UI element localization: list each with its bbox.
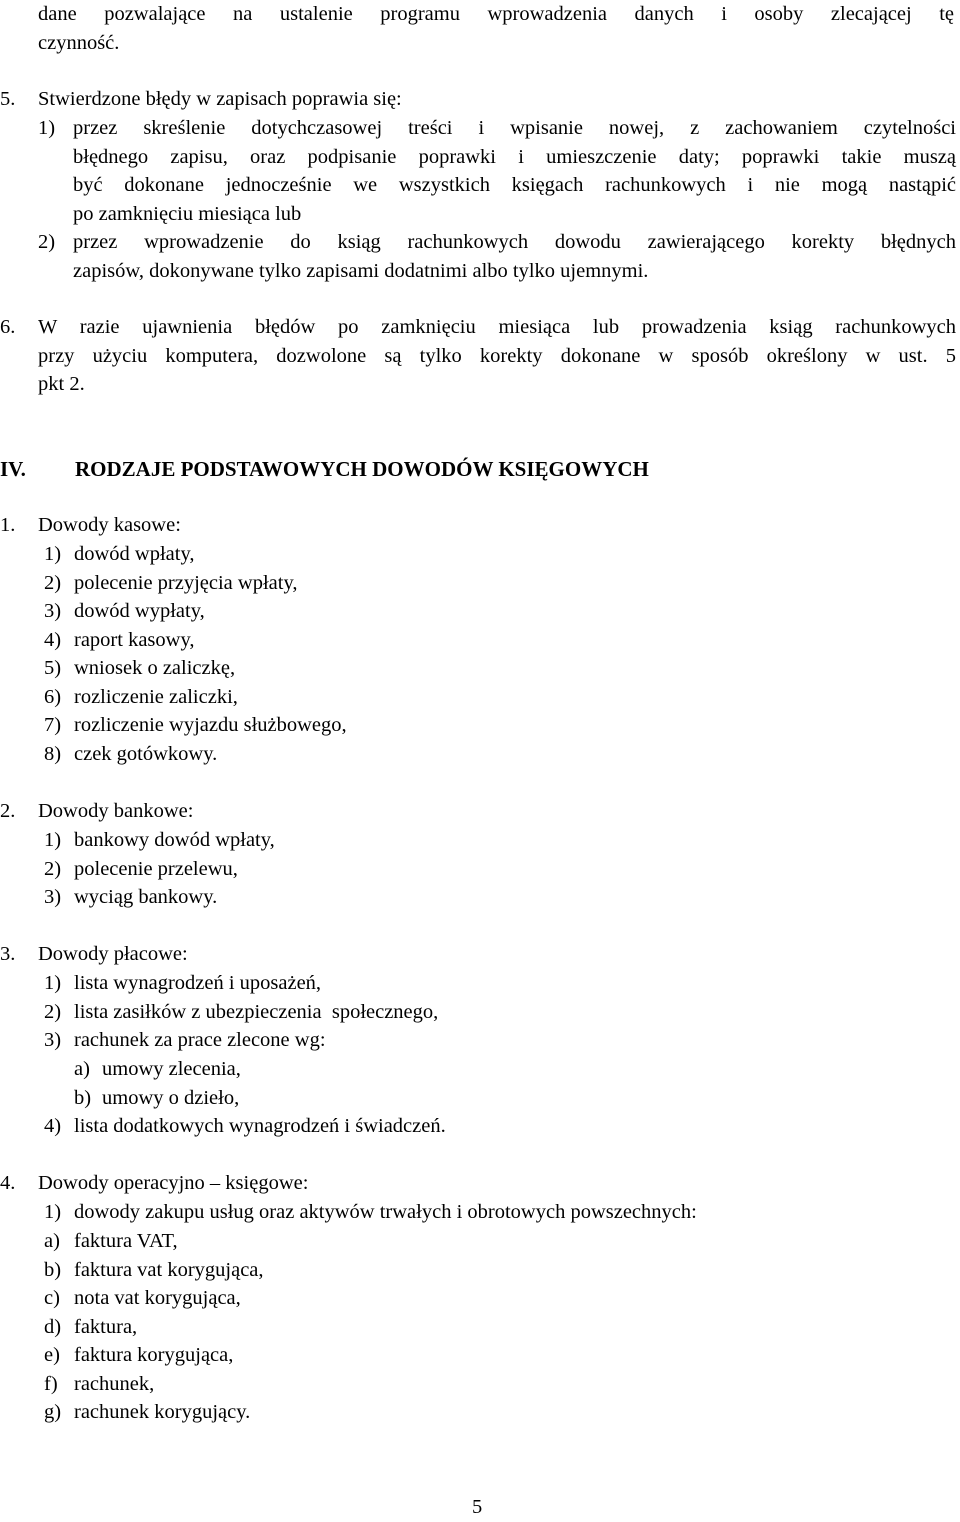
group-3-sublist bbox=[74, 1055, 241, 1112]
group-title: Dowody bankowe: bbox=[38, 800, 194, 822]
item-number: 8) bbox=[44, 742, 62, 765]
item-text-line: zapisów, dokonywane tylko zapisami dodatnimi albo tylko ujemnymi. bbox=[73, 259, 649, 282]
group-number: 1. bbox=[0, 514, 16, 536]
sublist-item bbox=[44, 1256, 264, 1285]
top-fragment-line: czynność. bbox=[38, 31, 120, 54]
item-number: b) bbox=[44, 1258, 62, 1281]
point-number: 5. bbox=[0, 88, 16, 110]
item-number: 1) bbox=[44, 972, 62, 994]
item-number: g) bbox=[44, 1401, 62, 1423]
list-item bbox=[44, 683, 347, 712]
item-number: c) bbox=[44, 1287, 60, 1309]
item-number: 4) bbox=[44, 1115, 62, 1137]
section-number: IV. bbox=[0, 457, 26, 481]
item-text: bankowy dowód wpłaty, bbox=[74, 829, 275, 851]
item-number: 5) bbox=[44, 657, 62, 679]
item-text-line: błędnego zapisu, oraz podpisanie poprawki i umieszczenie daty; poprawki takie muszą bbox=[73, 145, 956, 168]
sublist-item bbox=[44, 1341, 264, 1370]
item-text: rachunek, bbox=[74, 1372, 155, 1395]
group-number: 3. bbox=[0, 943, 16, 965]
item-text: rozliczenie zaliczki, bbox=[74, 685, 238, 708]
group-number: 2. bbox=[0, 800, 16, 822]
list-item bbox=[44, 626, 347, 655]
list-item bbox=[44, 969, 438, 998]
item-text: dowód wypłaty, bbox=[74, 600, 205, 622]
item-number: 3) bbox=[44, 600, 62, 622]
item-number: 1) bbox=[44, 543, 62, 565]
group-2-list bbox=[44, 826, 275, 912]
section-heading bbox=[0, 455, 26, 484]
item-text: lista wynagrodzeń i uposażeń, bbox=[74, 972, 322, 994]
item-number: b) bbox=[74, 1086, 92, 1109]
item-number: 2) bbox=[44, 857, 62, 880]
top-fragment-line: dane pozwalające na ustalenie programu wprowadzenia danych i osoby zlecającej tę bbox=[38, 3, 954, 25]
list-item bbox=[44, 740, 347, 769]
item-number: f) bbox=[44, 1372, 58, 1395]
item-text: dowód wpłaty, bbox=[74, 543, 195, 565]
group-4-sublist bbox=[44, 1227, 264, 1427]
item-text-line: być dokonane jednocześnie we wszystkich księgach rachunkowych i nie mogą nastąpić bbox=[73, 174, 956, 196]
item-number: 2) bbox=[38, 231, 56, 253]
item-text: polecenie przyjęcia wpłaty, bbox=[74, 571, 298, 594]
item-number: 1) bbox=[44, 1201, 62, 1223]
point-text-line: przy użyciu komputera, dozwolone są tylko korekty dokonane w sposób określony w ust. 5 bbox=[38, 344, 956, 367]
item-number: 1) bbox=[38, 117, 56, 139]
item-text: wniosek o zaliczkę, bbox=[74, 657, 236, 679]
point-text-line: pkt 2. bbox=[38, 373, 85, 395]
list-item bbox=[44, 597, 347, 626]
item-text: wyciąg bankowy. bbox=[74, 886, 218, 908]
sublist-item bbox=[74, 1055, 241, 1084]
list-item bbox=[44, 654, 347, 683]
point-intro: Stwierdzone błędy w zapisach poprawia się: bbox=[38, 88, 402, 110]
list-item bbox=[44, 540, 347, 569]
sublist-item bbox=[44, 1313, 264, 1342]
item-text: faktura VAT, bbox=[74, 1230, 178, 1252]
item-number: 3) bbox=[44, 886, 62, 908]
item-text: rachunek za prace zlecone wg: bbox=[74, 1029, 326, 1051]
section-title: RODZAJE PODSTAWOWYCH DOWODÓW KSIĘGOWYCH bbox=[75, 457, 649, 481]
item-number: 7) bbox=[44, 714, 62, 736]
item-text: polecenie przelewu, bbox=[74, 857, 238, 880]
item-number: 6) bbox=[44, 685, 62, 708]
list-item bbox=[44, 1198, 697, 1227]
item-number: a) bbox=[44, 1230, 60, 1252]
item-text: umowy o dzieło, bbox=[102, 1086, 240, 1109]
group-title: Dowody kasowe: bbox=[38, 514, 181, 536]
list-item bbox=[44, 883, 275, 912]
group-title: Dowody operacyjno – księgowe: bbox=[38, 1172, 309, 1194]
sublist-item bbox=[44, 1398, 264, 1427]
sublist-item bbox=[44, 1370, 264, 1399]
item-text: nota vat korygująca, bbox=[74, 1287, 241, 1309]
sublist-item bbox=[74, 1084, 241, 1113]
group-4-list bbox=[44, 1198, 697, 1227]
list-item bbox=[44, 1026, 438, 1055]
sublist-item bbox=[44, 1227, 264, 1256]
item-number: d) bbox=[44, 1315, 62, 1338]
list-item bbox=[44, 711, 347, 740]
item-number: 4) bbox=[44, 628, 62, 651]
item-text-line: przez wprowadzenie do ksiąg rachunkowych dowodu zawierającego korekty błędnych bbox=[73, 231, 956, 253]
group-1-list bbox=[44, 540, 347, 768]
group-3-list-continued bbox=[44, 1112, 446, 1141]
group-title: Dowody płacowe: bbox=[38, 943, 188, 965]
group-3-list bbox=[44, 969, 438, 1055]
item-text: lista dodatkowych wynagrodzeń i świadczeń. bbox=[74, 1115, 446, 1137]
page-number: 5 bbox=[472, 1496, 483, 1518]
top-fragment bbox=[38, 0, 954, 57]
list-item bbox=[44, 1112, 446, 1141]
item-number: 2) bbox=[44, 571, 62, 594]
item-text: faktura, bbox=[74, 1315, 138, 1338]
item-text: dowody zakupu usług oraz aktywów trwałych i obrotowych powszechnych: bbox=[74, 1201, 697, 1223]
item-text: rozliczenie wyjazdu służbowego, bbox=[74, 714, 347, 736]
item-number: a) bbox=[74, 1058, 90, 1080]
item-text: raport kasowy, bbox=[74, 628, 195, 651]
item-number: e) bbox=[44, 1344, 60, 1366]
list-item bbox=[44, 998, 438, 1027]
item-text-line: po zamknięciu miesiąca lub bbox=[73, 202, 302, 225]
item-text: faktura korygująca, bbox=[74, 1344, 234, 1366]
item-number: 3) bbox=[44, 1029, 62, 1051]
point-text-line: W razie ujawnienia błędów po zamknięciu miesiąca lub prowadzenia ksiąg rachunkowych bbox=[38, 316, 956, 338]
point-number: 6. bbox=[0, 316, 16, 338]
sublist-item bbox=[44, 1284, 264, 1313]
item-number: 1) bbox=[44, 829, 62, 851]
item-text: rachunek korygujący. bbox=[74, 1401, 251, 1423]
item-text: faktura vat korygująca, bbox=[74, 1258, 264, 1281]
list-item bbox=[44, 826, 275, 855]
list-item bbox=[44, 855, 275, 884]
item-text: lista zasiłków z ubezpieczenia społecznego, bbox=[74, 1000, 439, 1023]
item-text: umowy zlecenia, bbox=[102, 1058, 241, 1080]
group-number: 4. bbox=[0, 1172, 16, 1194]
item-text: czek gotówkowy. bbox=[74, 742, 218, 765]
item-number: 2) bbox=[44, 1000, 62, 1023]
item-text-line: przez skreślenie dotychczasowej treści i wpisanie nowej, z zachowaniem czytelności bbox=[73, 117, 956, 139]
list-item bbox=[44, 569, 347, 598]
